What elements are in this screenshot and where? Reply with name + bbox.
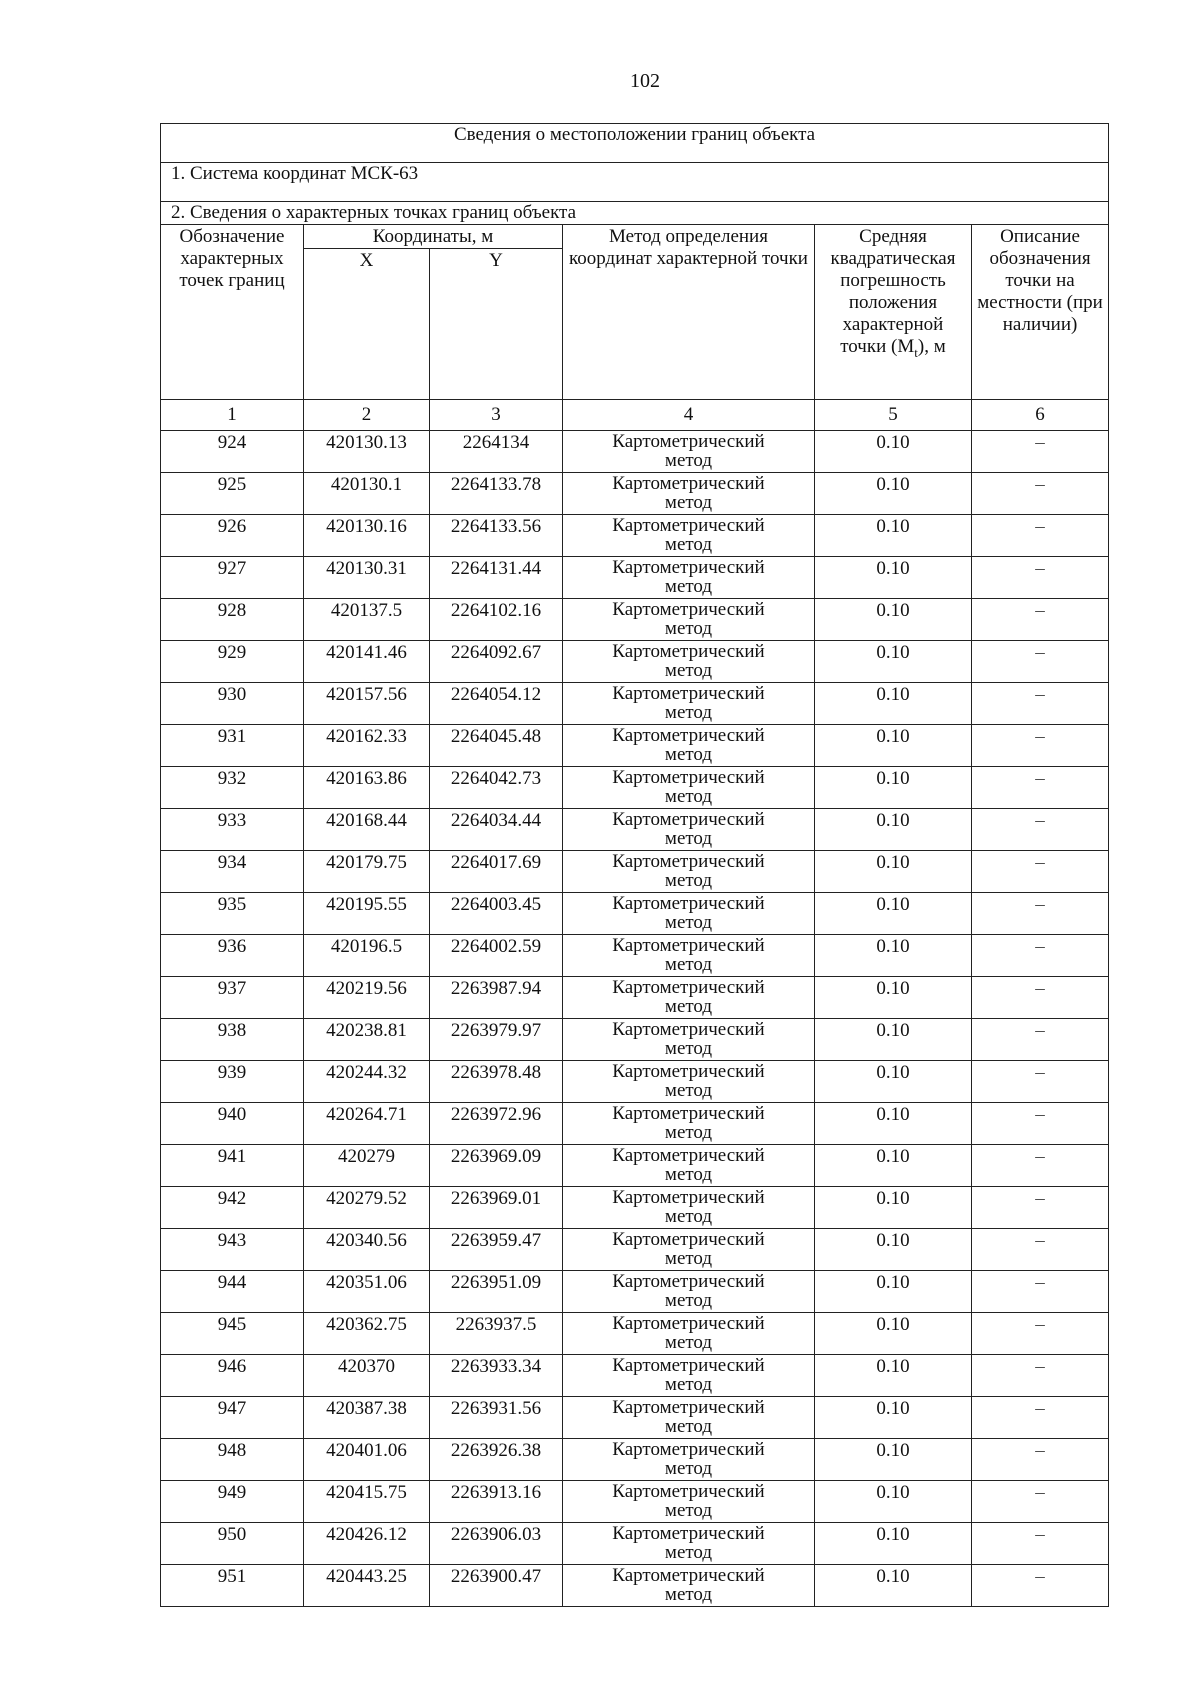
method bbox=[563, 1103, 815, 1145]
method-line-1: Картометрический bbox=[612, 1397, 765, 1418]
point-description: – bbox=[972, 1565, 1109, 1607]
method-line-1: Картометрический bbox=[612, 1187, 765, 1208]
mean-square-error: 0.10 bbox=[815, 431, 972, 473]
point-description: – bbox=[972, 767, 1109, 809]
coord-y: 2263972.96 bbox=[430, 1103, 563, 1145]
header-error-sub: t bbox=[914, 344, 918, 360]
table-row bbox=[161, 1271, 1109, 1313]
mean-square-error: 0.10 bbox=[815, 473, 972, 515]
coord-y: 2264131.44 bbox=[430, 557, 563, 599]
coord-x: 420362.75 bbox=[304, 1313, 430, 1355]
coord-x: 420415.75 bbox=[304, 1481, 430, 1523]
method bbox=[563, 1271, 815, 1313]
coord-x: 420130.16 bbox=[304, 515, 430, 557]
table-row bbox=[161, 935, 1109, 977]
mean-square-error: 0.10 bbox=[815, 1355, 972, 1397]
point-description: – bbox=[972, 641, 1109, 683]
method bbox=[563, 557, 815, 599]
mean-square-error: 0.10 bbox=[815, 683, 972, 725]
method bbox=[563, 1145, 815, 1187]
table-row bbox=[161, 1439, 1109, 1481]
method-line-1: Картометрический bbox=[612, 431, 765, 452]
method bbox=[563, 1439, 815, 1481]
method-line-1: Картометрический bbox=[612, 935, 765, 956]
column-number: 5 bbox=[815, 400, 972, 431]
coord-y: 2264017.69 bbox=[430, 851, 563, 893]
coord-y: 2263987.94 bbox=[430, 977, 563, 1019]
mean-square-error: 0.10 bbox=[815, 1061, 972, 1103]
table-row bbox=[161, 893, 1109, 935]
method-line-1: Картометрический bbox=[612, 1481, 765, 1502]
coord-x: 420168.44 bbox=[304, 809, 430, 851]
point-description: – bbox=[972, 1103, 1109, 1145]
column-number: 6 bbox=[972, 400, 1109, 431]
table-row bbox=[161, 515, 1109, 557]
point-description: – bbox=[972, 1187, 1109, 1229]
coord-x: 420279 bbox=[304, 1145, 430, 1187]
mean-square-error: 0.10 bbox=[815, 977, 972, 1019]
method-line-2: метод bbox=[664, 576, 713, 597]
mean-square-error: 0.10 bbox=[815, 599, 972, 641]
point-number: 937 bbox=[161, 977, 304, 1019]
mean-square-error: 0.10 bbox=[815, 1481, 972, 1523]
coord-x: 420387.38 bbox=[304, 1397, 430, 1439]
table-row bbox=[161, 809, 1109, 851]
point-number: 931 bbox=[161, 725, 304, 767]
method-line-1: Картометрический bbox=[612, 1439, 765, 1460]
coord-x: 420219.56 bbox=[304, 977, 430, 1019]
point-description: – bbox=[972, 935, 1109, 977]
mean-square-error: 0.10 bbox=[815, 1019, 972, 1061]
method-line-1: Картометрический bbox=[612, 1103, 765, 1124]
method-line-2: метод bbox=[664, 1458, 713, 1479]
mean-square-error: 0.10 bbox=[815, 1145, 972, 1187]
point-number: 947 bbox=[161, 1397, 304, 1439]
coord-y: 2263959.47 bbox=[430, 1229, 563, 1271]
method bbox=[563, 1397, 815, 1439]
method-line-1: Картометрический bbox=[612, 1565, 765, 1586]
method-line-1: Картометрический bbox=[612, 977, 765, 998]
table-row bbox=[161, 1565, 1109, 1607]
coord-x: 420426.12 bbox=[304, 1523, 430, 1565]
method bbox=[563, 1229, 815, 1271]
method-line-2: метод bbox=[664, 1542, 713, 1563]
mean-square-error: 0.10 bbox=[815, 725, 972, 767]
mean-square-error: 0.10 bbox=[815, 641, 972, 683]
header-error-suffix: ), м bbox=[917, 336, 946, 357]
coord-y: 2264003.45 bbox=[430, 893, 563, 935]
table-row bbox=[161, 977, 1109, 1019]
table-row bbox=[161, 1397, 1109, 1439]
method-line-2: метод bbox=[664, 1416, 713, 1437]
coord-x: 420401.06 bbox=[304, 1439, 430, 1481]
point-number: 927 bbox=[161, 557, 304, 599]
coord-y: 2264092.67 bbox=[430, 641, 563, 683]
method-line-1: Картометрический bbox=[612, 557, 765, 578]
method-line-2: метод bbox=[664, 492, 713, 513]
method-line-2: метод bbox=[664, 828, 713, 849]
coord-x: 420130.31 bbox=[304, 557, 430, 599]
header-coordinates: Координаты, м bbox=[304, 225, 563, 249]
point-number: 949 bbox=[161, 1481, 304, 1523]
method-line-1: Картометрический bbox=[612, 1355, 765, 1376]
method bbox=[563, 767, 815, 809]
method-line-2: метод bbox=[664, 996, 713, 1017]
point-description: – bbox=[972, 977, 1109, 1019]
coord-y: 2263978.48 bbox=[430, 1061, 563, 1103]
method bbox=[563, 683, 815, 725]
mean-square-error: 0.10 bbox=[815, 1187, 972, 1229]
coord-x: 420340.56 bbox=[304, 1229, 430, 1271]
point-number: 926 bbox=[161, 515, 304, 557]
table-row bbox=[161, 473, 1109, 515]
table-row bbox=[161, 1019, 1109, 1061]
method-line-1: Картометрический bbox=[612, 1523, 765, 1544]
coord-x: 420279.52 bbox=[304, 1187, 430, 1229]
method-line-2: метод bbox=[664, 1080, 713, 1101]
table-row bbox=[161, 767, 1109, 809]
method-line-2: метод bbox=[664, 786, 713, 807]
coord-y: 2264133.56 bbox=[430, 515, 563, 557]
method-line-2: метод bbox=[664, 660, 713, 681]
column-number: 2 bbox=[304, 400, 430, 431]
table-row bbox=[161, 683, 1109, 725]
method-line-1: Картометрический bbox=[612, 1313, 765, 1334]
coord-x: 420443.25 bbox=[304, 1565, 430, 1607]
coord-y: 2263969.01 bbox=[430, 1187, 563, 1229]
table-row bbox=[161, 1481, 1109, 1523]
coord-x: 420196.5 bbox=[304, 935, 430, 977]
header-method: Метод определения координат характерной точки bbox=[563, 225, 815, 400]
method-line-1: Картометрический bbox=[612, 725, 765, 746]
coord-y: 2264134 bbox=[430, 431, 563, 473]
method bbox=[563, 1061, 815, 1103]
point-number: 925 bbox=[161, 473, 304, 515]
coord-y: 2264133.78 bbox=[430, 473, 563, 515]
header-error-prefix: Средняя квадратическая погрешность положения характерной точки (M bbox=[830, 226, 956, 357]
method-line-2: метод bbox=[664, 1290, 713, 1311]
method-line-2: метод bbox=[664, 1248, 713, 1269]
table-row bbox=[161, 599, 1109, 641]
point-description: – bbox=[972, 893, 1109, 935]
mean-square-error: 0.10 bbox=[815, 1439, 972, 1481]
point-description: – bbox=[972, 1397, 1109, 1439]
coord-y: 2263906.03 bbox=[430, 1523, 563, 1565]
coord-x: 420137.5 bbox=[304, 599, 430, 641]
coord-y: 2264102.16 bbox=[430, 599, 563, 641]
coord-x: 420130.13 bbox=[304, 431, 430, 473]
method bbox=[563, 977, 815, 1019]
method-line-2: метод bbox=[664, 1206, 713, 1227]
coord-x: 420195.55 bbox=[304, 893, 430, 935]
point-description: – bbox=[972, 1019, 1109, 1061]
point-description: – bbox=[972, 1313, 1109, 1355]
method-line-2: метод bbox=[664, 1164, 713, 1185]
point-number: 924 bbox=[161, 431, 304, 473]
method-line-1: Картометрический bbox=[612, 599, 765, 620]
method-line-2: метод bbox=[664, 1500, 713, 1521]
header-description: Описание обозначения точки на местности (при наличии) bbox=[972, 225, 1109, 400]
method-line-1: Картометрический bbox=[612, 893, 765, 914]
table-row bbox=[161, 1313, 1109, 1355]
point-description: – bbox=[972, 1481, 1109, 1523]
coord-y: 2264042.73 bbox=[430, 767, 563, 809]
mean-square-error: 0.10 bbox=[815, 1103, 972, 1145]
coord-y: 2263951.09 bbox=[430, 1271, 563, 1313]
point-description: – bbox=[972, 809, 1109, 851]
method-line-2: метод bbox=[664, 534, 713, 555]
point-description: – bbox=[972, 1271, 1109, 1313]
point-description: – bbox=[972, 1523, 1109, 1565]
header-designation: Обозначение характерных точек границ bbox=[161, 225, 304, 400]
mean-square-error: 0.10 bbox=[815, 851, 972, 893]
coord-x: 420370 bbox=[304, 1355, 430, 1397]
mean-square-error: 0.10 bbox=[815, 1397, 972, 1439]
method bbox=[563, 515, 815, 557]
mean-square-error: 0.10 bbox=[815, 809, 972, 851]
method-line-1: Картометрический bbox=[612, 1271, 765, 1292]
method bbox=[563, 1355, 815, 1397]
table-row bbox=[161, 725, 1109, 767]
mean-square-error: 0.10 bbox=[815, 557, 972, 599]
method-line-2: метод bbox=[664, 912, 713, 933]
method bbox=[563, 641, 815, 683]
method-line-1: Картометрический bbox=[612, 1019, 765, 1040]
coord-x: 420351.06 bbox=[304, 1271, 430, 1313]
point-number: 930 bbox=[161, 683, 304, 725]
table-row bbox=[161, 557, 1109, 599]
coord-y: 2264054.12 bbox=[430, 683, 563, 725]
method-line-2: метод bbox=[664, 870, 713, 891]
method bbox=[563, 1313, 815, 1355]
header-y: Y bbox=[430, 249, 563, 400]
point-number: 945 bbox=[161, 1313, 304, 1355]
method bbox=[563, 473, 815, 515]
column-number: 4 bbox=[563, 400, 815, 431]
table-row bbox=[161, 851, 1109, 893]
coord-y: 2263931.56 bbox=[430, 1397, 563, 1439]
page-number: 102 bbox=[630, 70, 660, 92]
coord-y: 2263933.34 bbox=[430, 1355, 563, 1397]
method-line-1: Картометрический bbox=[612, 1229, 765, 1250]
coord-y: 2263900.47 bbox=[430, 1565, 563, 1607]
point-number: 942 bbox=[161, 1187, 304, 1229]
point-number: 939 bbox=[161, 1061, 304, 1103]
mean-square-error: 0.10 bbox=[815, 1271, 972, 1313]
coord-x: 420163.86 bbox=[304, 767, 430, 809]
point-number: 932 bbox=[161, 767, 304, 809]
point-number: 938 bbox=[161, 1019, 304, 1061]
method-line-2: метод bbox=[664, 1374, 713, 1395]
table-row bbox=[161, 1103, 1109, 1145]
method bbox=[563, 1019, 815, 1061]
column-number: 3 bbox=[430, 400, 563, 431]
point-number: 936 bbox=[161, 935, 304, 977]
table-row bbox=[161, 1061, 1109, 1103]
method-line-1: Картометрический bbox=[612, 809, 765, 830]
point-number: 928 bbox=[161, 599, 304, 641]
method-line-1: Картометрический bbox=[612, 683, 765, 704]
coord-y: 2263926.38 bbox=[430, 1439, 563, 1481]
point-number: 934 bbox=[161, 851, 304, 893]
method-line-2: метод bbox=[664, 1584, 713, 1605]
method-line-2: метод bbox=[664, 954, 713, 975]
coord-x: 420162.33 bbox=[304, 725, 430, 767]
mean-square-error: 0.10 bbox=[815, 1523, 972, 1565]
method-line-1: Картометрический bbox=[612, 473, 765, 494]
table-row bbox=[161, 1187, 1109, 1229]
mean-square-error: 0.10 bbox=[815, 515, 972, 557]
method bbox=[563, 1523, 815, 1565]
mean-square-error: 0.10 bbox=[815, 1313, 972, 1355]
coord-y: 2264045.48 bbox=[430, 725, 563, 767]
coord-y: 2263937.5 bbox=[430, 1313, 563, 1355]
table-row bbox=[161, 431, 1109, 473]
method-line-2: метод bbox=[664, 618, 713, 639]
mean-square-error: 0.10 bbox=[815, 1229, 972, 1271]
mean-square-error: 0.10 bbox=[815, 767, 972, 809]
table-row bbox=[161, 1229, 1109, 1271]
method-line-1: Картометрический bbox=[612, 1145, 765, 1166]
point-description: – bbox=[972, 725, 1109, 767]
coord-x: 420141.46 bbox=[304, 641, 430, 683]
method bbox=[563, 1187, 815, 1229]
coord-y: 2264034.44 bbox=[430, 809, 563, 851]
point-number: 941 bbox=[161, 1145, 304, 1187]
coord-y: 2263979.97 bbox=[430, 1019, 563, 1061]
coord-x: 420179.75 bbox=[304, 851, 430, 893]
point-description: – bbox=[972, 473, 1109, 515]
point-description: – bbox=[972, 683, 1109, 725]
table-row bbox=[161, 1523, 1109, 1565]
point-description: – bbox=[972, 1061, 1109, 1103]
method bbox=[563, 725, 815, 767]
method-line-1: Картометрический bbox=[612, 641, 765, 662]
method bbox=[563, 431, 815, 473]
header-x: X bbox=[304, 249, 430, 400]
method bbox=[563, 809, 815, 851]
column-number-row bbox=[161, 400, 1109, 431]
method bbox=[563, 935, 815, 977]
point-description: – bbox=[972, 1229, 1109, 1271]
point-number: 943 bbox=[161, 1229, 304, 1271]
point-number: 929 bbox=[161, 641, 304, 683]
method-line-2: метод bbox=[664, 744, 713, 765]
method bbox=[563, 1481, 815, 1523]
coord-y: 2263969.09 bbox=[430, 1145, 563, 1187]
method-line-2: метод bbox=[664, 1122, 713, 1143]
method-line-1: Картометрический bbox=[612, 515, 765, 536]
table-row bbox=[161, 1145, 1109, 1187]
coord-x: 420244.32 bbox=[304, 1061, 430, 1103]
method-line-1: Картометрический bbox=[612, 1061, 765, 1082]
method bbox=[563, 599, 815, 641]
point-description: – bbox=[972, 1439, 1109, 1481]
point-number: 935 bbox=[161, 893, 304, 935]
point-number: 944 bbox=[161, 1271, 304, 1313]
method-line-2: метод bbox=[664, 1332, 713, 1353]
point-number: 950 bbox=[161, 1523, 304, 1565]
point-number: 951 bbox=[161, 1565, 304, 1607]
point-number: 940 bbox=[161, 1103, 304, 1145]
coord-x: 420157.56 bbox=[304, 683, 430, 725]
point-description: – bbox=[972, 557, 1109, 599]
point-description: – bbox=[972, 431, 1109, 473]
section-characteristic-points: 2. Сведения о характерных точках границ объекта bbox=[161, 202, 1109, 225]
method-line-2: метод bbox=[664, 450, 713, 471]
coord-x: 420130.1 bbox=[304, 473, 430, 515]
point-description: – bbox=[972, 599, 1109, 641]
method-line-2: метод bbox=[664, 1038, 713, 1059]
coord-y: 2264002.59 bbox=[430, 935, 563, 977]
method bbox=[563, 893, 815, 935]
point-number: 948 bbox=[161, 1439, 304, 1481]
table-title: Сведения о местоположении границ объекта bbox=[161, 124, 1109, 163]
mean-square-error: 0.10 bbox=[815, 893, 972, 935]
table-row bbox=[161, 641, 1109, 683]
mean-square-error: 0.10 bbox=[815, 1565, 972, 1607]
point-number: 933 bbox=[161, 809, 304, 851]
point-description: – bbox=[972, 851, 1109, 893]
point-description: – bbox=[972, 1355, 1109, 1397]
coordinate-system: 1. Система координат МСК-63 bbox=[161, 163, 1109, 202]
method-line-2: метод bbox=[664, 702, 713, 723]
method bbox=[563, 1565, 815, 1607]
point-description: – bbox=[972, 515, 1109, 557]
boundary-points-table bbox=[160, 123, 1109, 1607]
coord-x: 420238.81 bbox=[304, 1019, 430, 1061]
point-description: – bbox=[972, 1145, 1109, 1187]
mean-square-error: 0.10 bbox=[815, 935, 972, 977]
header-error bbox=[815, 225, 972, 400]
coord-x: 420264.71 bbox=[304, 1103, 430, 1145]
table-row bbox=[161, 1355, 1109, 1397]
method bbox=[563, 851, 815, 893]
point-number: 946 bbox=[161, 1355, 304, 1397]
coord-y: 2263913.16 bbox=[430, 1481, 563, 1523]
method-line-1: Картометрический bbox=[612, 767, 765, 788]
column-number: 1 bbox=[161, 400, 304, 431]
method-line-1: Картометрический bbox=[612, 851, 765, 872]
